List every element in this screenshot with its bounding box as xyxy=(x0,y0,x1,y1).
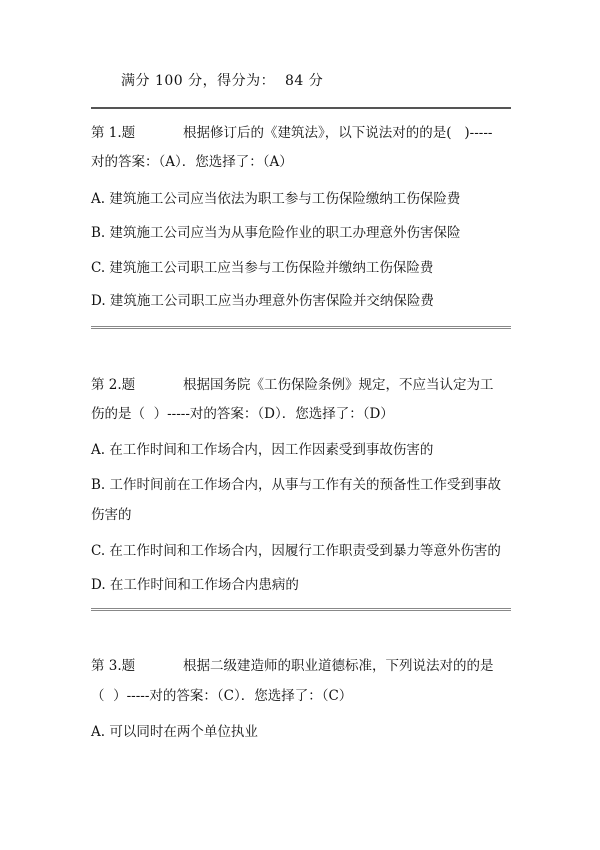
question-1-stem-line1: 根据修订后的《建筑法》，以下说法对的的是( )----- xyxy=(183,125,493,141)
question-2-option-b-cont: 伤害的 xyxy=(91,507,132,523)
divider-question-1 xyxy=(91,326,511,329)
question-1-stem-line2: 对的答案：（A）．您选择了：（A） xyxy=(91,154,293,170)
question-3-stem-line1: 根据二级建造师的职业道德标准，下列说法对的的是 xyxy=(183,658,494,674)
question-2-stem-line2: 伤的是（ ）-----对的答案：（D）．您选择了：（D） xyxy=(91,406,394,422)
question-3-stem-line2: （ ）-----对的答案：（C）．您选择了：（C） xyxy=(91,688,353,704)
question-3-header xyxy=(91,657,494,675)
question-1-option-c: C. 建筑施工公司职工应当参与工伤保险并缴纳工伤保险费 xyxy=(91,260,434,276)
question-2-option-d: D. 在工作时间和工作场合内患病的 xyxy=(91,577,299,593)
question-2-option-a: A. 在工作时间和工作场合内，因工作因素受到事故伤害的 xyxy=(91,442,434,458)
question-1-option-d: D. 建筑施工公司职工应当办理意外伤害保险并交纳保险费 xyxy=(91,293,434,309)
score-summary: 满分 100 分，得分为： 84 分 xyxy=(121,73,324,89)
question-1-number: 第 1.题 xyxy=(91,125,136,141)
question-2-option-b: B. 工作时间前在工作场合内，从事与工作有关的预备性工作受到事故 xyxy=(91,477,502,493)
question-2-option-c: C. 在工作时间和工作场合内，因履行工作职责受到暴力等意外伤害的 xyxy=(91,543,501,559)
question-1-option-a: A. 建筑施工公司应当依法为职工参与工伤保险缴纳工伤保险费 xyxy=(91,191,461,207)
question-1-header xyxy=(91,124,492,142)
divider-top xyxy=(91,107,511,109)
question-2-stem-line1: 根据国务院《工伤保险条例》规定，不应当认定为工 xyxy=(183,377,494,393)
question-3-option-a: A. 可以同时在两个单位执业 xyxy=(91,724,258,740)
question-1-option-b: B. 建筑施工公司应当为从事危险作业的职工办理意外伤害保险 xyxy=(91,225,461,241)
question-2-header xyxy=(91,376,494,394)
question-3-number: 第 3.题 xyxy=(91,658,136,674)
question-2-number: 第 2.题 xyxy=(91,377,136,393)
divider-question-2 xyxy=(91,608,511,611)
